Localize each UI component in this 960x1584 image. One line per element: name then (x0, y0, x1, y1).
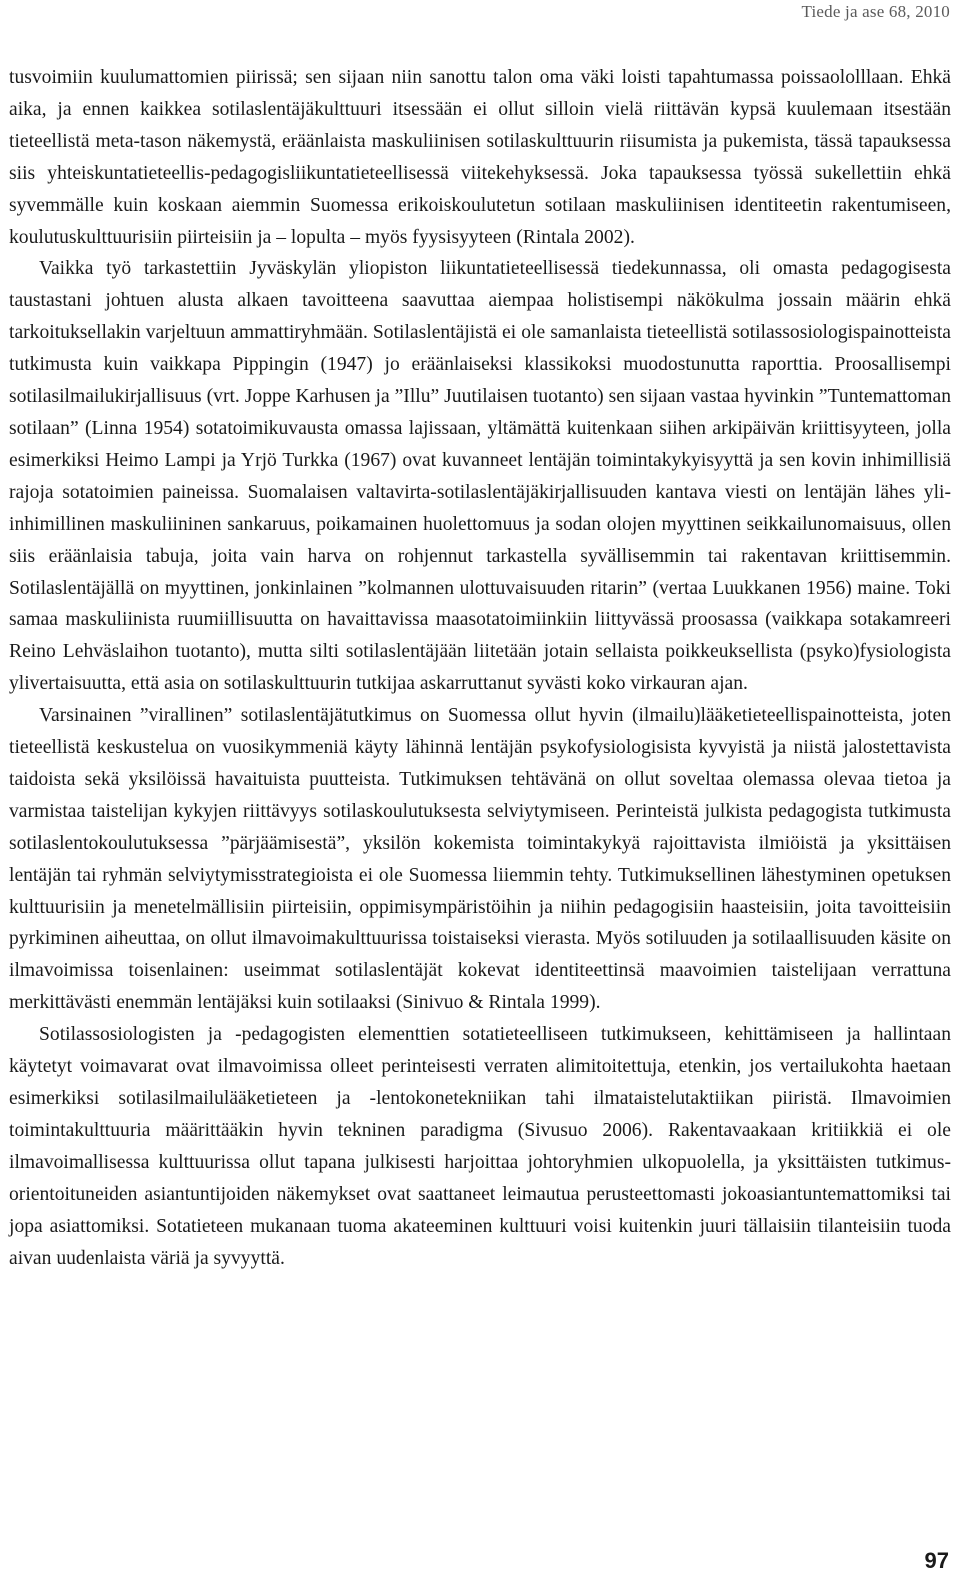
article-body (9, 62, 951, 1274)
paragraph: Varsinainen ”virallinen” sotilaslentäjätutkimus on Suomessa ollut hyvin (ilmailu)lääketieteellispainotteista, joten tieteellistä keskustelua on vuosikymmeniä käyty lähinnä lentäjän psykofysiologisista kyvyistä ja niistä jalostettavista taidoista sekä yksilöissä havaituista puutteista. Tutkimuksen tehtävänä on ollut soveltaa olemassa olevaa tietoa ja varmistaa taistelijan kykyjen riittävyys sotilaskoulutuksesta selviytymiseen. Perinteistä julkista pedagogista tutkimusta sotilaslentokoulutuksessa ”pärjäämisestä”, yksilön kokemista toimintakykyä rajoittavista ilmiöistä ja yksittäisen lentäjän tai ryhmän selviytymisstrategioista ei ole Suomessa liiemmin tehty. Tutkimuksellinen lähestyminen opetuksen kulttuurisiin ja menetelmällisiin piirteisiin, oppimisympäristöihin ja niihin pedagogisiin haasteisiin, joita tavoitteisiin pyrkiminen aiheuttaa, on ollut ilmavoimakulttuurissa toistaiseksi vierasta. Myös sotiluuden ja sotilaallisuuden käsite on ilmavoimissa toisenlainen: useimmat sotilaslentäjät kokevat identiteettinsä maavoimien taistelijaan verrattuna merkittävästi enemmän lentäjäksi kuin sotilaaksi (Sinivuo & Rintala 1999). (9, 705, 951, 1014)
paragraph: tusvoimiin kuulumattomien piirissä; sen sijaan niin sanottu talon oma väki loisti tapahtumassa poissaololllaan. Ehkä aika, ja ennen kaikkea sotilaslentäjäkulttuuri itsessään ei ollut silloin vielä riittävän kypsä kuulemaan itsestään tieteellistä meta-tason näkemystä, eräänlaista maskuliinisen sotilaskulttuurin riisumista ja pukemista, tässä tapauksessa siis yhteiskuntatieteellis-pedagogisliikuntatieteellisessä viitekehyksessä. Joka tapauksessa työssä sukellettiin ehkä syvemmälle kuin koskaan aiemmin Suomessa erikoiskoulutetun sotilaan maskuliinisen identiteetin rakentumiseen, koulutuskulttuurisiin piirteisiin ja – lopulta – myös fyysisyyteen (Rintala 2002). (9, 67, 951, 248)
paragraph: Vaikka työ tarkastettiin Jyväskylän yliopiston liikuntatieteellisessä tiedekunnassa, oli omasta pedagogisesta taustastani johtuen alusta alkaen tavoitteena saavuttaa aiempaa holistisempi näkökulma jossain määrin ehkä tarkoituksellakin varjeltuun ammattiryhmään. Sotilaslentäjistä ei ole samanlaista tieteellistä sotilassosiologispainotteista tutkimusta kuin vaikkapa Pippingin (1947) jo eräänlaiseksi klassikoksi muodostunutta raporttia. Proosallisempi sotilasilmailukirjallisuus (vrt. Joppe Karhusen ja ”Illu” Juutilaisen tuotanto) sen sijaan vastaa hyvinkin ”Tuntemattoman sotilaan” (Linna 1954) sotatoimikuvausta omassa lajissaan, yltämättä kuitenkaan siihen arkipäivän kriittisyyteen, jolla esimerkiksi Heimo Lampi ja Yrjö Turkka (1967) ovat kuvanneet lentäjän toimintakykyisyyttä ja sen kovin inhimillisiä rajoja sotatoimien paineissa. Suomalaisen valtavirta-sotilaslentäjäkirjallisuuden kantava viesti on lentäjän lähes yli-inhimillinen maskuliininen sankaruus, poikamainen huolettomuus ja sodan olojen myyttinen seikkailunomaisuus, ollen siis eräänlaisia tabuja, joita vain harva on rohjennut tarkastella syvällisemmin tai rakentavan kriittisemmin. Sotilaslentäjällä on myyttinen, jonkinlainen ”kolmannen ulottuvaisuuden ritarin” (vertaa Luukkanen 1956) maine. Toki samaa maskuliinista ruumiillisuutta on havaittavissa maasotatoimiinkiin liittyvässä proosassa (vaikkapa sotakamreeri Reino Lehväslaihon tuotanto), mutta silti sotilaslentäjään liitetään jotain sellaista poikkeuksellista (psyko)fysiologista ylivertaisuutta, että asia on sotilaskulttuurin tutkijaa askarruttanut syvästi koko virkauran ajan. (9, 258, 951, 695)
page-number: 97 (924, 1548, 949, 1573)
running-header: Tiede ja ase 68, 2010 (801, 2, 950, 21)
paragraph: Sotilassosiologisten ja -pedagogisten elementtien sotatieteelliseen tutkimukseen, kehittämiseen ja hallintaan käytetyt voimavarat ovat ilmavoimissa olleet perinteisesti verraten alimitoitettuja, etenkin, jos vertailukohta haetaan esimerkiksi sotilasilmailulääketieteen ja -lentokonetekniikan tahi ilmataistelutaktiikan piiristä. Ilmavoimien toimintakulttuuria määrittääkin hyvin tekninen paradigma (Sivusuo 2006). Rakentavaakaan kritiikkiä ei ole ilmavoimallisessa kulttuurissa ollut tapana julkisesti harjoittaa johtoryhmien ulkopuolella, ja yksittäisten tutkimusorientoituneiden asiantuntijoiden näkemykset ovat saattaneet leimautua perusteettomasti jokoasiantuntemattomiksi tai jopa asiattomiksi. Sotatieteen mukanaan tuoma akateeminen kulttuuri voisi kuitenkin juuri tällaisiin tilanteisiin tuoda aivan uudenlaista väriä ja syvyyttä. (9, 1024, 951, 1269)
